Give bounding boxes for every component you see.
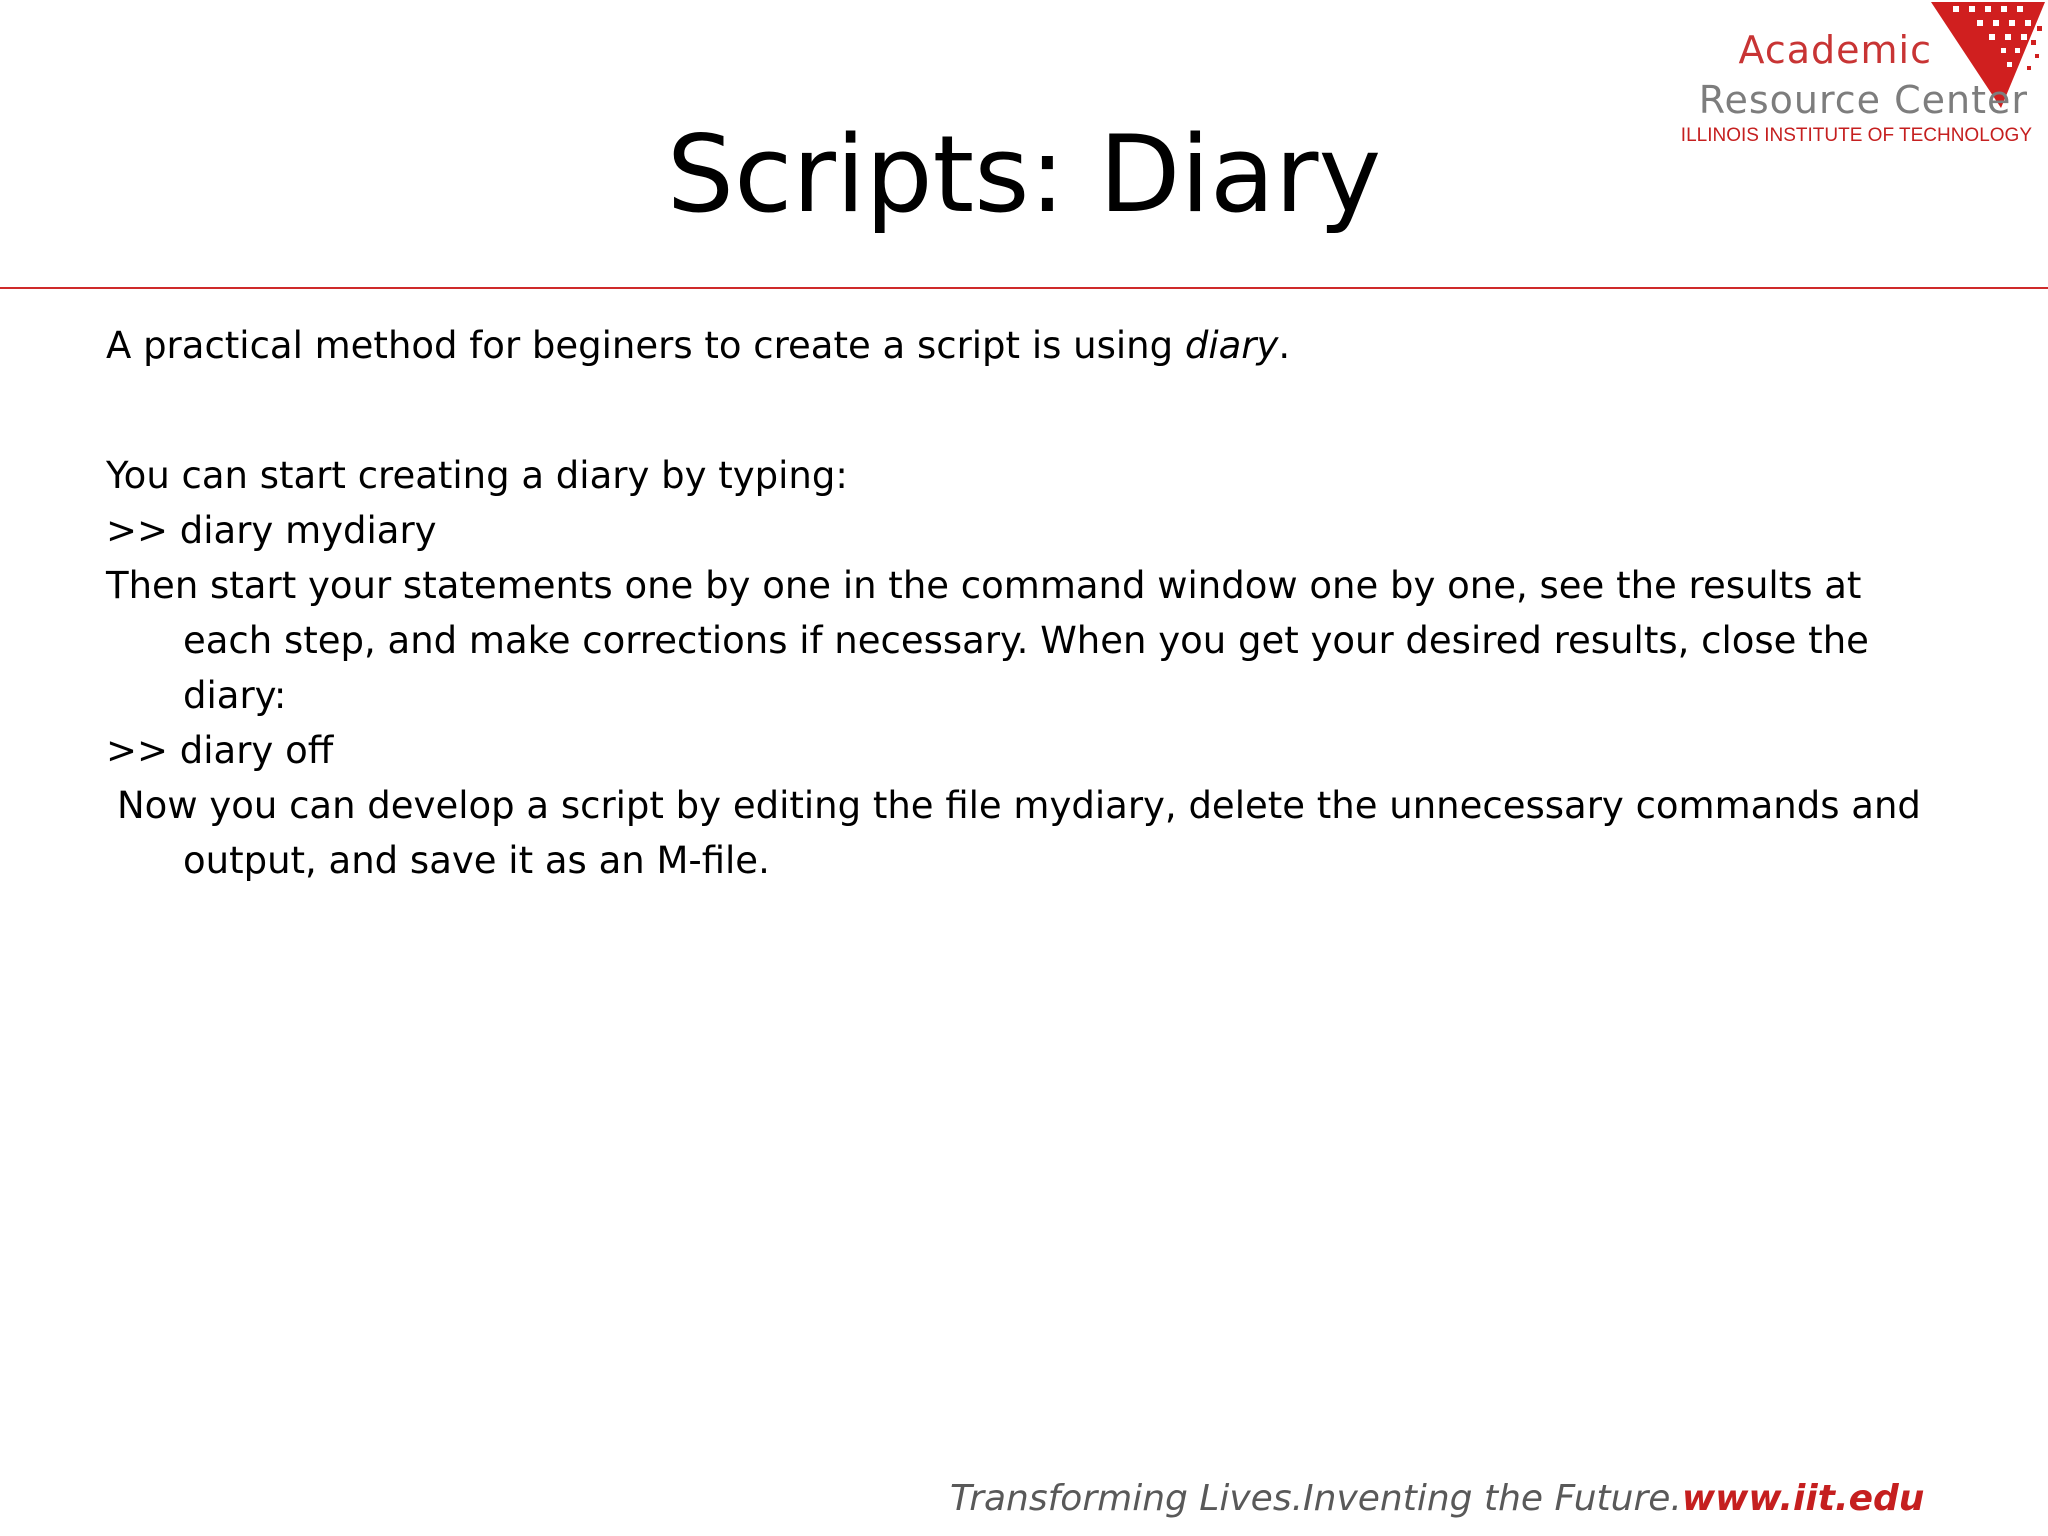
paragraph-spacer bbox=[106, 373, 1946, 448]
diary-off-command: >> diary off bbox=[106, 729, 334, 772]
title-divider bbox=[0, 287, 2048, 289]
footer-url-link[interactable]: www.iit.edu bbox=[1681, 1478, 1925, 1519]
intro-paragraph bbox=[106, 318, 1946, 373]
intro-text: A practical method for beginers to create a script is using bbox=[106, 324, 1185, 367]
logo-institute-text: ILLINOIS INSTITUTE OF TECHNOLOGY bbox=[1680, 125, 2032, 146]
footer-tagline-text: Transforming Lives.Inventing the Future. bbox=[950, 1478, 1682, 1519]
develop-script-paragraph: Now you can develop a script by editing the file mydiary, delete the unnecessary commands and output, and save it as an M-file. bbox=[117, 784, 1921, 882]
start-diary-paragraph: You can start creating a diary by typing: bbox=[106, 454, 848, 497]
intro-period: . bbox=[1278, 324, 1291, 367]
diary-mydiary-command: >> diary mydiary bbox=[106, 509, 437, 552]
footer-tagline bbox=[950, 1478, 1924, 1519]
statements-paragraph: Then start your statements one by one in the command window one by one, see the results at each step, and make corrections if necessary. When you get your desired results, close the diary: bbox=[106, 564, 1869, 717]
slide-title: Scripts: Diary bbox=[666, 113, 1382, 236]
slide-body bbox=[106, 318, 1946, 888]
diary-emphasis: diary bbox=[1184, 324, 1279, 367]
logo-academic-text: Academic bbox=[1738, 28, 1932, 72]
logo-resource-center-text: Resource Center bbox=[1698, 78, 2028, 122]
